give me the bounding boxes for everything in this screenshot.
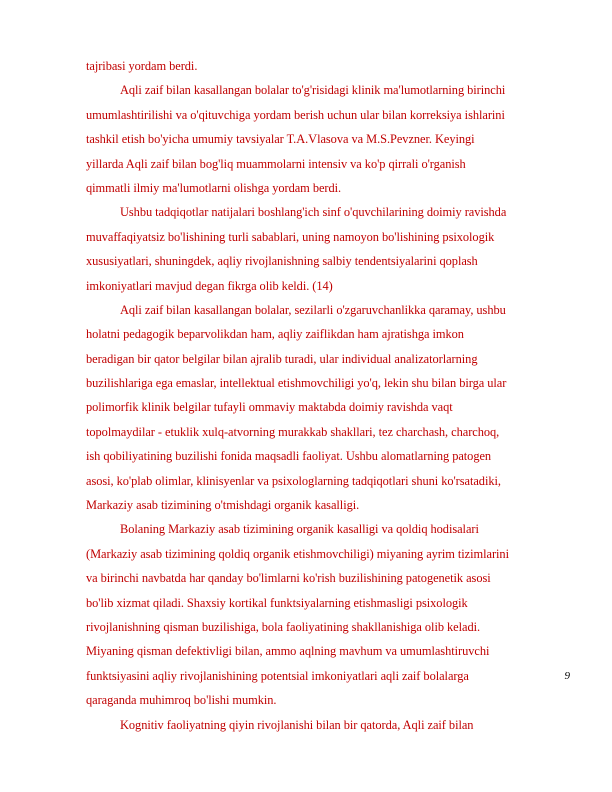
text-line: Bolaning Markaziy asab tizimining organik kasalligi va qoldiq hodisalari [120, 522, 479, 537]
text-line: tajribasi yordam berdi. [86, 59, 198, 73]
text-line: yillarda Aqli zaif bilan bog'liq muammolarni intensiv va ko'p qirrali o'rganish [86, 156, 466, 171]
body-text [86, 54, 572, 737]
text-line: Markaziy asab tizimining o'tmishdagi organik kasalligi. [86, 498, 360, 513]
text-line: ish qobiliyatining buzilishi fonida maqsadli faoliyat. Ushbu alomatlarning patogen [86, 449, 492, 464]
text-line: beradigan bir qator belgilar bilan ajralib turadi, ular individual analizatorlarning [86, 351, 478, 366]
text-line: va birinchi navbatda har qanday bo'limlarni ko'rish buzilishining patogenetik asosi [86, 571, 491, 586]
text-line: (Markaziy asab tizimining qoldiq organik etishmovchiligi) miyaning ayrim tizimlarini [86, 546, 509, 561]
text-line: bo'lib xizmat qiladi. Shaxsiy kortikal funktsiyalarning etishmasligi psixologik [86, 595, 468, 610]
text-line: Aqli zaif bilan kasallangan bolalar to'g'risidagi klinik ma'lumotlarning birinchi [120, 83, 506, 98]
text-line: umumlashtirilishi va o'qituvchiga yordam berish uchun ular bilan korreksiya ishlarini [86, 107, 505, 122]
text-line: tashkil etish bo'yicha umumiy tavsiyalar T.A.Vlasova va M.S.Pevzner. Keyingi [86, 132, 475, 147]
text-line: qimmatli ilmiy ma'lumotlarni olishga yordam berdi. [86, 180, 342, 195]
text-line: polimorfik klinik belgilar tufayli ommaviy maktabda doimiy ravishda vaqt [86, 400, 453, 415]
page-number: 9 [564, 670, 570, 682]
text-line: muvaffaqiyatsiz bo'lishining turli sabablari, uning namoyon bo'lishining psixologik [86, 229, 495, 244]
text-line: Aqli zaif bilan kasallangan bolalar, sezilarli o'zgaruvchanlikka qaramay, ushbu [120, 302, 506, 317]
text-line: buzilishlariga ega emaslar, intellektual etishmovchiligi yo'q, lekin shu bilan birga ular [86, 376, 507, 391]
text-line: rivojlanishning qisman buzilishiga, bola faoliyatining shakllanishiga olib keladi. [86, 619, 481, 634]
text-line: xususiyatlari, shuningdek, aqliy rivojlanishning salbiy tendentsiyalarini qoplash [86, 254, 478, 269]
text-line: topolmaydilar - etuklik xulq-atvorning murakkab shakllari, tez charchash, charchoq, [86, 424, 500, 439]
text-line: asosi, ko'plab olimlar, klinisyenlar va psixologlarning tadqiqotlari shuni ko'rsatadiki, [86, 473, 501, 488]
text-line: Ushbu tadqiqotlar natijalari boshlang'ich sinf o'quvchilarining doimiy ravishda [120, 205, 507, 220]
text-line: Miyaning qisman defektivligi bilan, ammo aqlning mavhum va umumlashtiruvchi [86, 644, 490, 659]
text-line: holatni pedagogik beparvolikdan ham, aqliy zaiflikdan ham ajratishga imkon [86, 327, 464, 342]
text-line: imkoniyatlari mavjud degan fikrga olib keldi. (14) [86, 278, 333, 293]
text-line: funktsiyasini aqliy rivojlanishining potentsial imkoniyatlari aqli zaif bolalarga [86, 668, 469, 683]
text-line: Kognitiv faoliyatning qiyin rivojlanishi bilan bir qatorda, Aqli zaif bilan [120, 717, 474, 732]
text-line: qaraganda muhimroq bo'lishi mumkin. [86, 693, 277, 708]
